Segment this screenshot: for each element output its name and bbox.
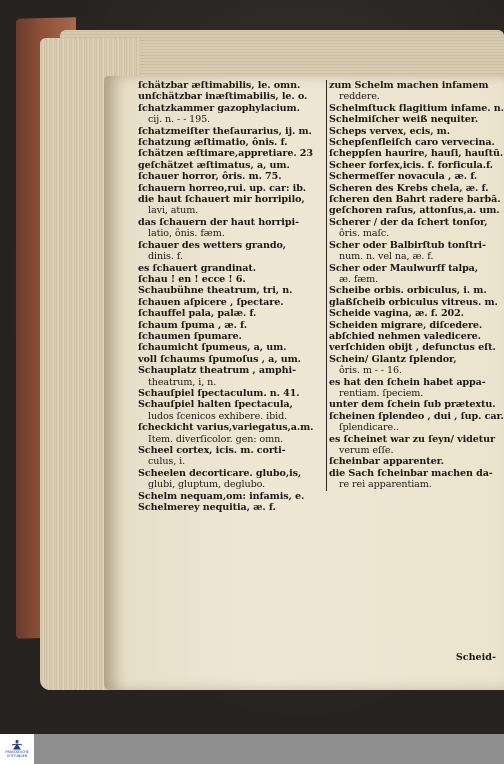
dictionary-entry-line: Scheelen decorticare. glubo,is, [138,467,302,479]
dictionary-entry-line: ſcheren den Bahrt radere barbā. [329,194,501,206]
dictionary-entry-line: ſchauen aſpicere , ſpectare. [138,296,284,308]
dictionary-entry-line: Schaubühne theatrum, tri, n. [138,285,293,297]
dictionary-entry-line: ſchatzkammer gazophylacium. [138,102,300,114]
dictionary-entry-line: Scher oder Maulwurff talpa, [329,262,479,274]
dictionary-entry-line: Schelm nequam,om: infamis, e. [138,490,305,502]
dictionary-entry-line: ſplendicare.. [339,422,399,434]
dictionary-entry-line: ſchätzen æſtimare,appretiare. 23 [138,148,313,160]
dictionary-entry-line: zum Schelm machen infamem [329,80,489,91]
dictionary-entry-line: Scherer / der da ſchert tonſor, [329,216,488,228]
dictionary-entry-line: Schein/ Glantz ſplendor, [329,353,457,365]
dictionary-entry-line: geſchätzet æſtimatus, a, um. [138,159,290,171]
dictionary-entry-line: Scheer forfex,icis. f. forficula.f. [329,159,493,171]
dictionary-entry-line: ſchatzung æſtimatio, ônis. f. [138,137,288,149]
dictionary-entry-line: Scheps vervex, ecis, m. [329,125,450,137]
dictionary-entry-line: ſchauer horror, ôris. m. 75. [138,171,282,183]
dictionary-entry-line: theatrum, i, n. [148,376,217,388]
dictionary-entry-line: Schelmiſcher weiß nequiter. [329,114,479,126]
dictionary-entry-line: es hat den ſchein habet appa- [329,376,486,388]
dictionary-entry-line: latio, ônis. fæm. [148,228,225,240]
dictionary-entry-line: unter dem ſchein ſub prætextu. [329,399,496,411]
dictionary-entry-line: ſchauer des wetters grando, [138,239,287,251]
dictionary-entry-line: die Sach ſcheinbar machen da- [329,467,493,479]
book-page [104,76,504,690]
dictionary-entry-line: glaßſcheib orbiculus vitreus. m. [329,296,498,308]
dictionary-entry-line: Scher oder Balbirſtub tonſtri- [329,239,486,251]
dictionary-entry-line: glubi, gluptum, deglubo. [148,479,266,491]
logo-text-line2: STIFTUNGEN [6,754,28,758]
dictionary-entry-line: Schermeſſer novacula , æ. f. [329,171,478,183]
right-column [326,80,504,491]
dictionary-entry-line: num. n. vel na, æ. f. [339,251,434,263]
dictionary-entry-line: Scheel cortex, icis. m. corti- [138,445,286,456]
dictionary-entry-line: voll ſchaums ſpumoſus , a, um. [138,353,301,365]
dictionary-entry-line: culus, i. [148,456,186,468]
dictionary-entry-line: abſchied nehmen valedicere. [329,330,481,342]
dictionary-entry-line: Schelmſtuck flagitium infame. n. [329,102,504,114]
dictionary-entry-line: ludos ſcenicos exhibere. ibid. [148,410,288,422]
dictionary-entry-line: es ſchauert grandinat. [138,262,256,274]
dictionary-entry-line: ſchätzbar æſtimabilis, le. omn. [138,80,301,91]
dictionary-entry-line: re rei apparentiam. [339,479,432,491]
dictionary-entry-line: æ. fæm. [339,273,379,285]
dictionary-entry-line: reddere. [339,91,380,103]
footer-bar [0,734,504,764]
dictionary-entry-line: Schauplatz theatrum , amphi- [138,365,296,377]
dictionary-entry-line: Scheren des Krebs chela, æ. f. [329,182,489,194]
dictionary-entry-line: ſcheinbar apparenter. [329,456,444,468]
dictionary-entry-line: Schauſpiel ſpectaculum. n. 41. [138,387,300,399]
dictionary-entry-line: die haut ſchauert mir horripilo, [138,194,305,206]
dictionary-entry-line: Scheide vagina, æ. f. 202. [329,308,464,320]
dictionary-entry-line: geſchoren raſus, attonſus,a. um. [329,205,500,217]
left-column [138,80,326,513]
dictionary-entry-line: das ſchauern der haut horripi- [138,216,299,228]
dictionary-entry-line: verum eſſe. [339,445,394,456]
dictionary-entry-line: es ſcheinet war zu ſeyn/ videtur [329,433,495,445]
dictionary-entry-line: unſchätzbar inæſtimabilis, le. o. [138,91,308,103]
dictionary-entry-line: ſcheckicht varius,variegatus,a.m. [138,422,314,434]
dictionary-entry-line: lavi, atum. [148,205,199,217]
dictionary-entry-line: Schauſpiel halten ſpectacula, [138,399,293,411]
dictionary-entry-line: ſchaum ſpuma , æ. f. [138,319,247,331]
dictionary-entry-line: ſchaumicht ſpumeus, a, um. [138,342,287,354]
dictionary-entry-line: ôris. maſc. [339,228,390,240]
dictionary-entry-line: ſcheinen ſplendeo , dui , ſup. car. [329,410,504,422]
institution-logo [0,734,34,764]
dictionary-entry-line: cij. n. - - 195. [148,114,211,126]
dictionary-entry-line: verſchiden obijt , defunctus eſt. [329,342,496,354]
dictionary-entry-line: ôris. m - - 16. [339,365,402,377]
dictionary-entry-line: ſchauffel pala, palæ. f. [138,308,257,320]
dictionary-entry-line: dinis. f. [148,251,183,263]
dictionary-entry-line: ſchauern horreo,rui. up. car: ib. [138,182,307,194]
dictionary-entry-line: Schepſenfleiſch caro vervecina. [329,137,495,149]
dictionary-entry-line: rentiam. ſpeciem. [339,387,424,399]
dictionary-entry-line: Item. diverſicolor. gen: omn. [148,433,284,445]
dictionary-entry-line: Scheiden migrare, diſcedere. [329,319,483,331]
dictionary-entry-line: Scheibe orbis. orbiculus, i. m. [329,285,487,297]
dictionary-entry-line: ſchaumen ſpumare. [138,330,242,342]
logo-text [5,751,28,758]
dictionary-entry-line: Schelmerey nequitia, æ. f. [138,502,276,514]
dictionary-entry-line: ſcheppſen haurire, hauſi, hauſtū. [329,148,504,160]
catchword: Scheid- [455,652,496,663]
logo-text-line1: FRANCKESCHE [5,750,29,755]
dictionary-entry-line: ſchau ! en ! ecce ! 6. [138,273,246,285]
dictionary-entry-line: ſchatzmeiſter theſaurarius, ij. m. [138,125,312,137]
